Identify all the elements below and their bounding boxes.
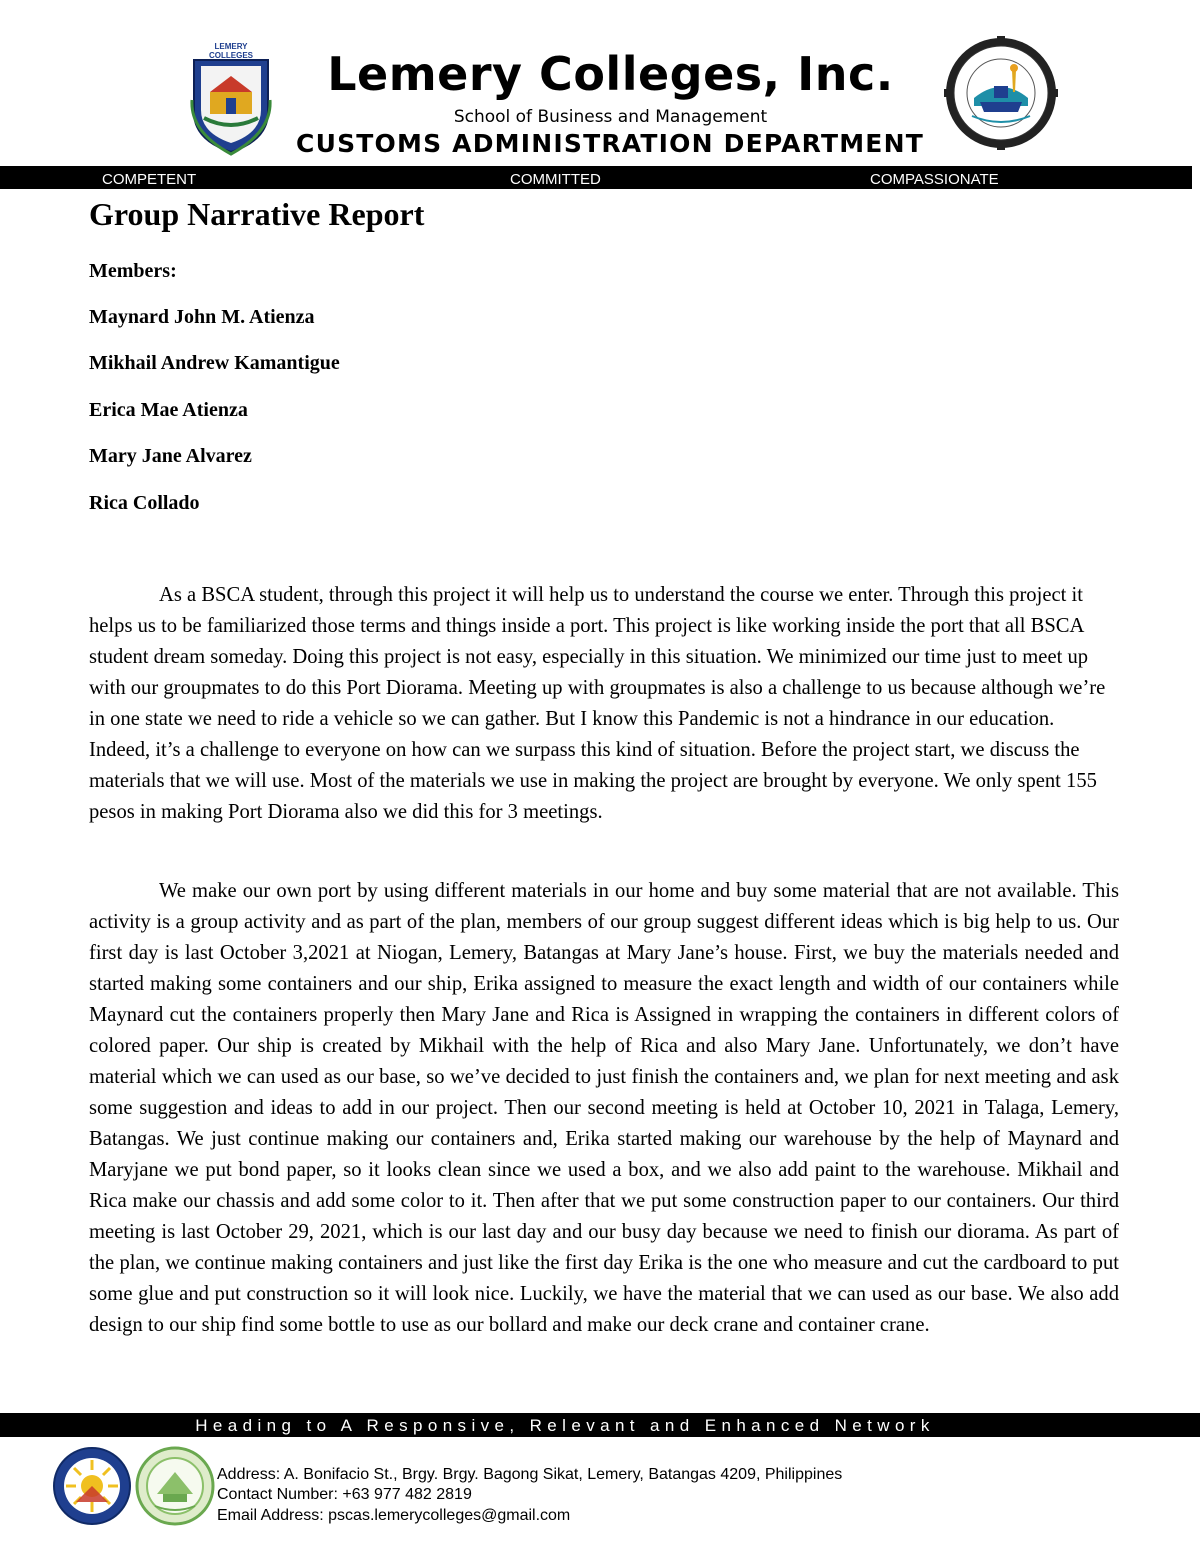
address-line: Address: A. Bonifacio St., Brgy. Brgy. Bagong Sikat, Lemery, Batangas 4209, Philippines <box>217 1466 843 1483</box>
school-name: School of Business and Management <box>453 107 768 127</box>
member-name: Maynard John M. Atienza <box>89 306 315 328</box>
contact-number-line: Contact Number: +63 977 482 2819 <box>217 1486 472 1503</box>
member-name: Rica Collado <box>89 492 200 514</box>
pacucoa-seal-icon <box>135 1446 215 1526</box>
core-values-bar <box>0 168 1192 189</box>
value-competent: COMPETENT <box>102 171 197 188</box>
document-title: Group Narrative Report <box>89 196 425 232</box>
members-label: Members: <box>89 260 177 282</box>
college-name: Lemery Colleges, Inc. <box>327 47 894 101</box>
lemery-colleges-logo <box>188 40 274 156</box>
narrative-paragraph-1: As a BSCA student, through this project it will help us to understand the course we enter. Through this project it helps us to be familiarized those terms and things inside a port. This project is like working inside the port that all BSCA student dream someday. Doing this project is not easy, especially in this situation. We minimized our time just to meet up with our groupmates to do this Port Diorama. Meeting up with groupmates is also a challenge to us because although we’re in one state we need to ride a vehicle so we can gather. But I know this Pandemic is not a hindrance in our education. Indeed, it’s a challenge to everyone on how can we surpass this kind of situation. Before the project start, we discuss the materials that we will use. Most of the materials we use in making the project are brought by everyone. We only spent 155 pesos in making Port Diorama also we did this for 3 meetings. <box>89 584 1106 823</box>
value-committed: COMMITTED <box>510 171 601 188</box>
narrative-paragraph-2: We make our own port by using different materials in our home and buy some material that are not available. This activity is a group activity and as part of the plan, members of our group suggest different ideas which is big help to us. Our first day is last October 3,2021 at Niogan, Lemery, Batangas at Mary Jane’s house. First, we buy the materials needed and started making some containers and our ship, Erika assigned to measure the exact length and width of our containers while Maynard cut the containers properly then Mary Jane and Rica is Assigned in wrapping the containers in different colors of colored paper. Our ship is created by Mikhail with the help of Rica and also Mary Jane. Unfortunately, we don’t have material which we can used as our base, so we’ve decided to just finish the containers and, we plan for next meeting and ask some suggestion and ideas to add in our project. Then our second meeting is held at October 10, 2021 in Talaga, Lemery, Batangas. We just continue making our containers and, Erika started making our warehouse by the help of Maynard and Maryjane we put bond paper, so it looks clean since we used a box, and we also add paint to the warehouse. Mikhail and Rica make our chassis and add some color to it. Then after that we put some construction paper to our containers. Our third meeting is last October 29, 2021, which is our last day and our busy day because we need to finish our diorama. As part of the plan, we continue making containers and just like the first day Erika is the one who measure and cut the cardboard to put some glue and put construction so it will look nice. Luckily, we have the material that we can used as our base. We also add design to our ship find some bottle to use as our bollard and make our deck crane and container crane. <box>89 880 1119 1336</box>
logo-text-top: LEMERY <box>214 42 248 51</box>
member-name: Mary Jane Alvarez <box>89 445 252 467</box>
value-compassionate: COMPASSIONATE <box>870 171 999 188</box>
customs-department-seal <box>944 36 1058 150</box>
department-name: CUSTOMS ADMINISTRATION DEPARTMENT <box>296 129 924 158</box>
member-name: Erica Mae Atienza <box>89 399 248 421</box>
email-line: Email Address: pscas.lemerycolleges@gmail.com <box>217 1507 571 1524</box>
tagline-bar <box>0 1413 1200 1437</box>
member-name: Mikhail Andrew Kamantigue <box>89 352 340 374</box>
tagline: Heading to A Responsive, Relevant and Enhanced Network <box>195 1416 935 1435</box>
ched-seal-icon <box>52 1446 132 1526</box>
logo-text-bottom: COLLEGES <box>208 51 254 60</box>
